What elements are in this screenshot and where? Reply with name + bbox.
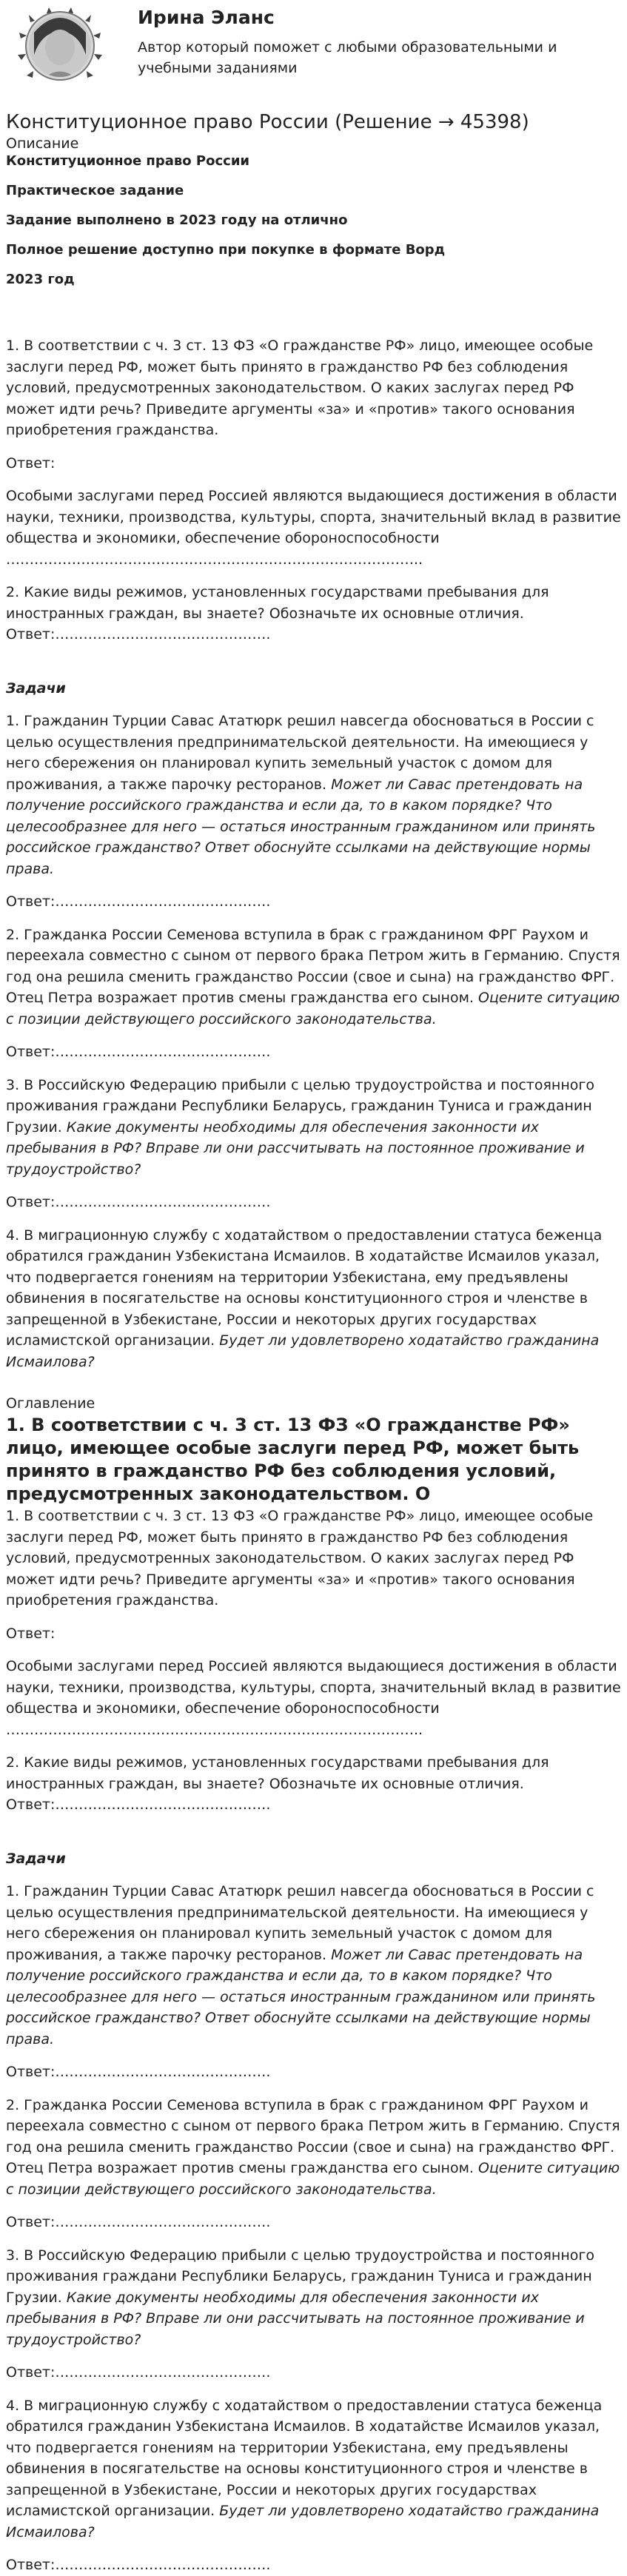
author-name[interactable]: Ирина Эланс (138, 7, 275, 28)
answer-1: Особыми заслугами перед Россией являются выдающиеся достижения в области науки, техники, производства, культуры, спорта, значительный вклад в развитие общества и экономики, обеспечение обороноспособности (6, 1658, 621, 1717)
task-2 (6, 2095, 621, 2201)
question-2: 2. Какие виды режимов, установленных государствами пребывания для иностранных граждан, вы знаете? Обозначьте их основные отличия. (6, 584, 549, 622)
toc-content (6, 1506, 621, 2576)
answer-label: Ответ: (6, 1625, 56, 1642)
task-1-text: 1. Гражданин Турции Савас Ататюрк решил навсегда обосноваться в России с целью осуществления предпринимательской деятельности. На имеющиеся у него сбережения он планировал купить земельный участок с домом для проживания, а также парочку ресторанов. (6, 1883, 594, 1963)
task-3 (6, 2245, 621, 2351)
task-1 (6, 1881, 621, 2050)
task-4-text: 4. В миграционную службу с ходатайством о предоставлении статуса беженца обратился гражданин Узбекистана Исмаилов. В ходатайстве Исмаилов указал, что подвергается гонениям на территории Узбекистана, ему предъявлены обвинения в посягательстве на основы конституционного строя и членстве в запрещенной в Узбекистане, России и некоторых других государствах исламистской организации. (6, 2397, 603, 2519)
task-2-text: 2. Гражданка России Семенова вступила в брак с гражданином ФРГ Раухом и переехала совместно с сыном от первого брака Петром жить в Германию. Спустя год она решила сменить гражданство России (свое и сына) на гражданство ФРГ. Отец Петра возражает против смены гражданства его сыном. (6, 2096, 620, 2176)
task-2 (6, 925, 621, 1030)
task-2-text: 2. Гражданка России Семенова вступила в брак с гражданином ФРГ Раухом и переехала совместно с сыном от первого брака Петром жить в Германию. Спустя год она решила сменить гражданство России (свое и сына) на гражданство ФРГ. Отец Петра возражает против смены гражданства его сыном. (6, 926, 620, 1006)
task-3-question: Какие документы необходимы для обеспечения законности их пребывания в РФ? Вправе ли они рассчитывать на постоянное проживание и трудоустройство? (6, 2289, 585, 2348)
task-3 (6, 1075, 621, 1181)
description-line: Задание выполнено в 2023 году на отлично (6, 212, 348, 228)
task-1 (6, 711, 621, 879)
task-1-answer: Ответ:………………………………………. (6, 893, 271, 910)
task-2-answer: Ответ:………………………………………. (6, 2214, 271, 2230)
task-3-text: 3. В Российскую Федерацию прибыли с целью трудоустройства и постоянного проживания граждани Республики Беларусь, гражданин Туниса и гражданин Грузии. (6, 2247, 594, 2306)
description-line: Практическое задание (6, 183, 184, 198)
task-3-question: Какие документы необходимы для обеспечения законности их пребывания в РФ? Вправе ли они рассчитывать на постоянное проживание и трудоустройство? (6, 1118, 585, 1178)
product-title: Конституционное право России (Решение → 45398) (6, 111, 529, 133)
task-4-answer: Ответ:………………………………………. (6, 2557, 271, 2573)
description-line: 2023 год (6, 272, 75, 287)
task-2-question: Оцените ситуацию с позиции действующего российского законодательства. (6, 2160, 620, 2198)
description-line: Конституционное право России (6, 153, 250, 169)
answer-2-dots: Ответ:………………………………………. (6, 626, 271, 643)
task-4 (6, 2395, 621, 2543)
task-1-text: 1. Гражданин Турции Савас Ататюрк решил навсегда обосноваться в России с целью осуществления предпринимательской деятельности. На имеющиеся у него сбережения он планировал купить земельный участок с домом для проживания, а также парочку ресторанов. (6, 713, 594, 793)
task-4 (6, 1225, 621, 1373)
question-2: 2. Какие виды режимов, установленных государствами пребывания для иностранных граждан, вы знаете? Обозначьте их основные отличия. (6, 1754, 549, 1792)
author-info (138, 3, 597, 78)
description-label: Описание (6, 135, 79, 152)
task-2-answer: Ответ:………………………………………. (6, 1044, 271, 1060)
task-1-answer: Ответ:………………………………………. (6, 2064, 271, 2080)
answer-1: Особыми заслугами перед Россией являются выдающиеся достижения в области науки, техники, производства, культуры, спорта, значительный вклад в развитие общества и экономики, обеспечение обороноспособности (6, 488, 621, 546)
description-line: Полное решение доступно при покупке в формате Ворд (6, 242, 446, 258)
task-3-answer: Ответ:………………………………………. (6, 2364, 271, 2381)
author-description: Автор который поможет с любыми образовательными и учебными заданиями (138, 39, 557, 76)
task-4-question: Будет ли удовлетворено ходатайство гражданина Исмаилова? (6, 2503, 600, 2540)
question-1: 1. В соответствии с ч. 3 ст. 13 ФЗ «О гражданстве РФ» лицо, имеющее особые заслуги перед РФ, может быть принято в гражданство РФ без соблюдения условий, предусмотренных законодательством. О каких заслугах перед РФ может идти речь? Приведите аргументы «за» и «против» такого основания приобретения гражданства. (6, 1508, 594, 1609)
task-3-answer: Ответ:………………………………………. (6, 1194, 271, 1210)
author-avatar[interactable] (4, 3, 115, 90)
answer-1-dots: …………………………………………………………………………….. (6, 1721, 423, 1738)
toc-title[interactable]: 1. В соответствии с ч. 3 ст. 13 ФЗ «О гражданстве РФ» лицо, имеющее особые заслуги перед РФ, может быть принято в гражданство РФ без соблюдения условий, предусмотренных законодательством. О (6, 1415, 580, 1504)
task-1-question: Может ли Савас претендовать на получение российского гражданства и если да, то в каком порядке? Что целесообразнее для него — остаться иностранным гражданином или принять российское гражданство? Ответ обоснуйте ссылками на действующие нормы права. (6, 776, 596, 877)
task-1-question: Может ли Савас претендовать на получение российского гражданства и если да, то в каком порядке? Что целесообразнее для него — остаться иностранным гражданином или принять российское гражданство? Ответ обоснуйте ссылками на действующие нормы права. (6, 1946, 596, 2047)
task-3-text: 3. В Российскую Федерацию прибыли с целью трудоустройства и постоянного проживания граждани Республики Беларусь, гражданин Туниса и гражданин Грузии. (6, 1076, 594, 1136)
tasks-heading: Задачи (6, 1850, 66, 1867)
answer-label: Ответ: (6, 455, 56, 472)
description-content (6, 335, 621, 1372)
answer-1-dots: …………………………………………………………………………….. (6, 551, 423, 568)
answer-2-dots: Ответ:………………………………………. (6, 1797, 271, 1813)
question-1: 1. В соответствии с ч. 3 ст. 13 ФЗ «О гражданстве РФ» лицо, имеющее особые заслуги перед РФ, может быть принято в гражданство РФ без соблюдения условий, предусмотренных законодательством. О каких заслугах перед РФ может идти речь? Приведите аргументы «за» и «против» такого основания приобретения гражданства. (6, 338, 594, 438)
task-2-question: Оцените ситуацию с позиции действующего российского законодательства. (6, 990, 620, 1027)
tasks-heading: Задачи (6, 680, 66, 697)
author-header (6, 0, 621, 95)
task-4-question: Будет ли удовлетворено ходатайство гражданина Исмаилова? (6, 1332, 600, 1370)
toc-label: Оглавление (6, 1395, 95, 1412)
task-4-text: 4. В миграционную службу с ходатайством о предоставлении статуса беженца обратился гражданин Узбекистана Исмаилов. В ходатайстве Исмаилов указал, что подвергается гонениям на территории Узбекистана, ему предъявлены обвинения в посягательстве на основы конституционного строя и членстве в запрещенной в Узбекистане, России и некоторых других государствах исламистской организации. (6, 1227, 603, 1349)
